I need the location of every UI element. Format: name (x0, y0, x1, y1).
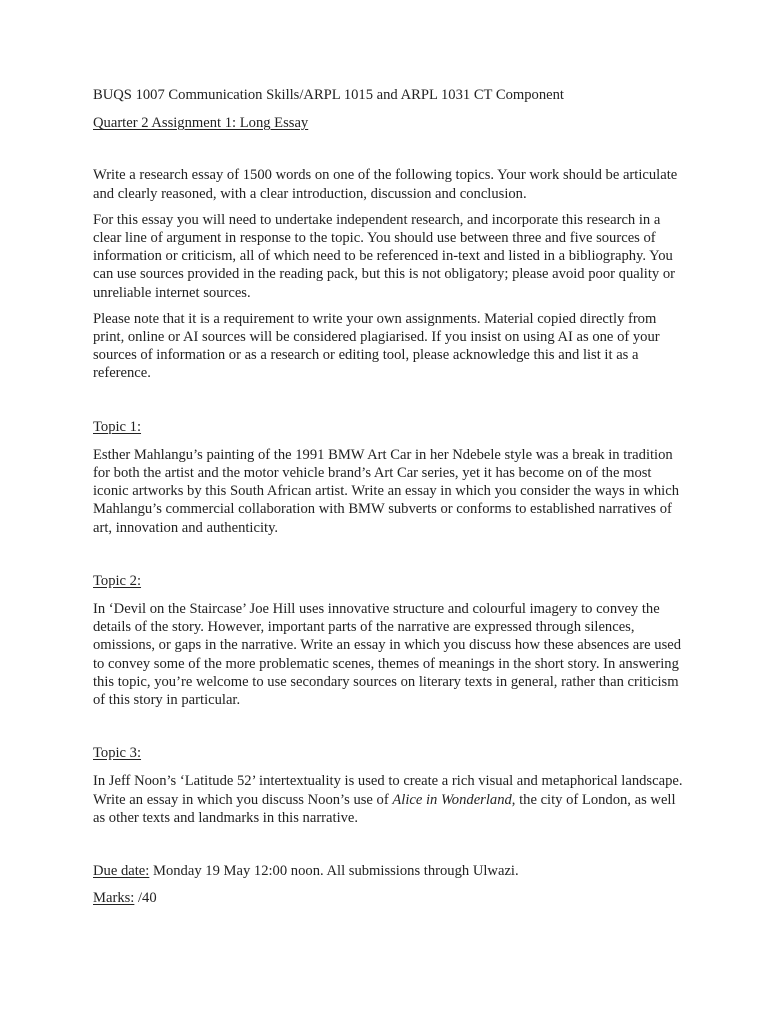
topic-3-body-start: In Jeff Noon’s ‘Latitude 52’ intertextuality is used to create a rich visual and metaphorical landscape. Write an essay in which you discuss Noon’s use of (93, 773, 683, 808)
topic-3-body (93, 772, 683, 827)
topic-3-book-title: Alice in Wonderland (392, 791, 512, 808)
topic-2-heading: Topic 2: (93, 572, 142, 589)
assignment-document (93, 86, 683, 908)
intro-paragraph-3: Please note that it is a requirement to write your own assignments. Material copied directly from print, online or AI sources will be considered plagiarised. If you insist on using AI as one of your sources of information or as a research or editing tool, please acknowledge this and list it as a reference. (93, 310, 660, 382)
due-date-value: Monday 19 May 12:00 noon. All submissions through Ulwazi. (149, 863, 519, 880)
course-line: BUQS 1007 Communication Skills/ARPL 1015 and ARPL 1031 CT Component (93, 87, 564, 103)
marks-label: Marks: (93, 890, 135, 907)
topic-3-body-end: , the city of London, as well as other texts and landmarks in this narrative. (93, 791, 676, 826)
intro-paragraph-2: For this essay you will need to undertake independent research, and incorporate this research in a clear line of argument in response to the topic. You should use between three and five sources of information or criticism, all of which need to be referenced in-text and listed in a bibliography. You can use sources provided in the reading pack, but this is not obligatory; please avoid poor quality or unreliable internet sources. (93, 211, 675, 301)
topic-1-body: Esther Mahlangu’s painting of the 1991 BMW Art Car in her Ndebele style was a break in tradition for both the artist and the motor vehicle brand’s Art Car series, yet it has become on of the most iconic artworks by this South African artist. Write an essay in which you consider the ways in which Mahlangu’s commercial collaboration with BMW subverts or conforms to established narratives of art, innovation and authenticity. (93, 446, 680, 536)
topic-3-heading: Topic 3: (93, 745, 142, 762)
marks-value: /40 (134, 890, 157, 907)
topic-1-heading: Topic 1: (93, 418, 142, 435)
marks-line (93, 889, 683, 907)
due-date-line (93, 862, 683, 880)
intro-paragraph-1: Write a research essay of 1500 words on one of the following topics. Your work should be articulate and clearly reasoned, with a clear introduction, discussion and conclusion. (93, 167, 678, 202)
topic-2-body: In ‘Devil on the Staircase’ Joe Hill uses innovative structure and colourful imagery to convey the details of the story. However, important parts of the narrative are expressed through silences, omissions, or gaps in the narrative. Write an essay in which you discuss how these absences are used to convey some of the more problematic scenes, themes of meanings in the short story. In answering this topic, you’re welcome to use secondary sources on literary texts in general, rather than criticism of this story in particular. (93, 601, 682, 709)
due-date-label: Due date: (93, 863, 150, 880)
assignment-title: Quarter 2 Assignment 1: Long Essay (93, 115, 309, 132)
